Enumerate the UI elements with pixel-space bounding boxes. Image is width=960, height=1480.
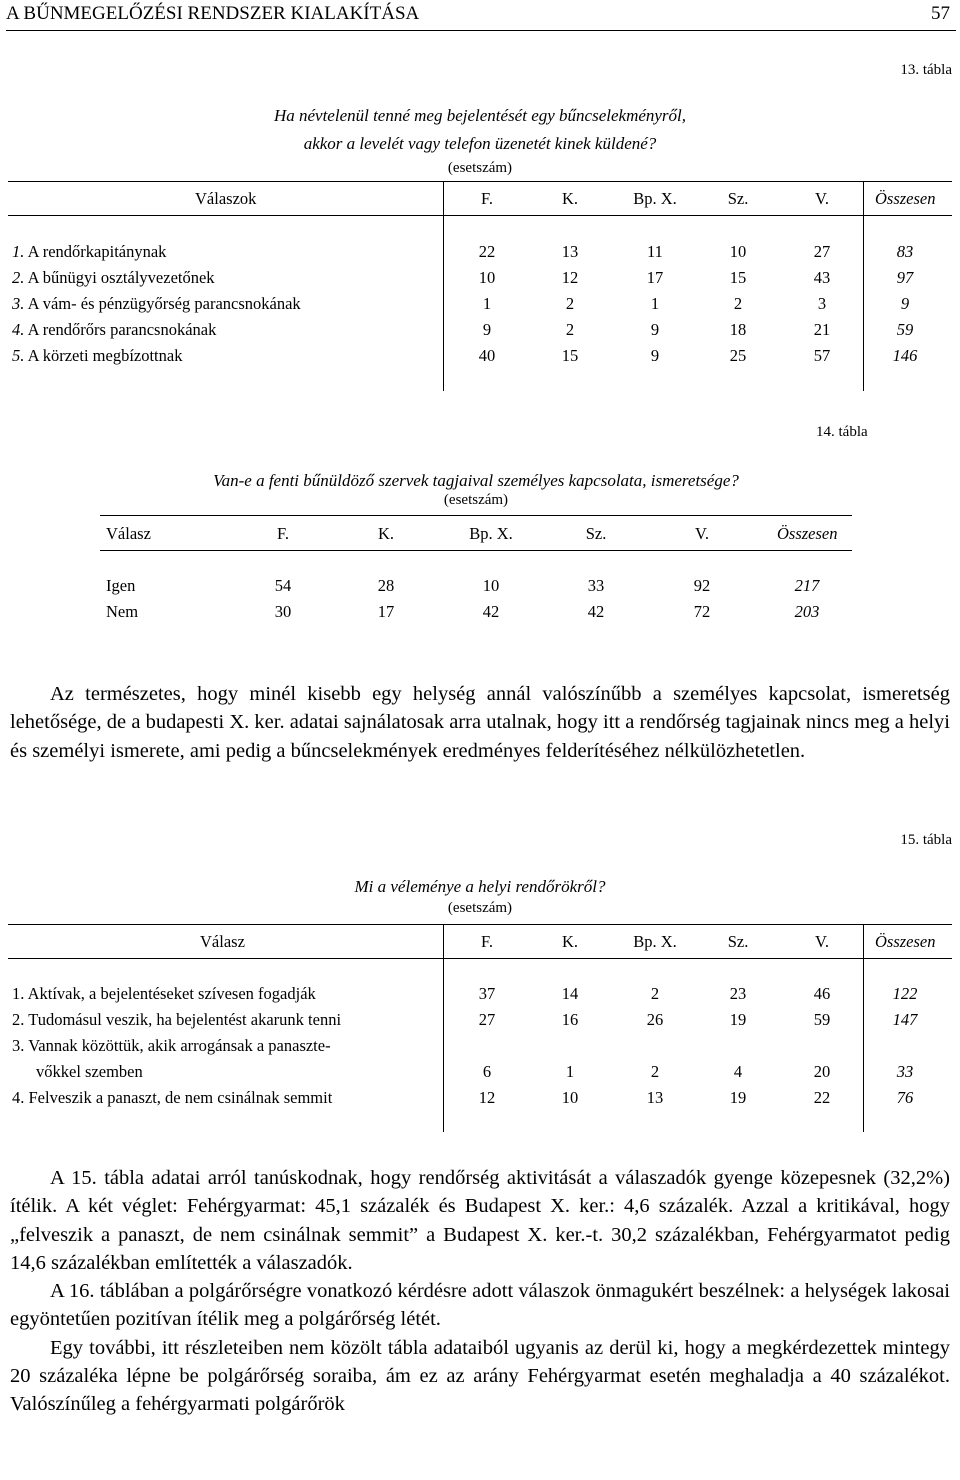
cell-bpx: 13 bbox=[646, 1088, 664, 1107]
cell-sz: 4 bbox=[733, 1062, 743, 1081]
row-label: Felveszik a panaszt, de nem csinálnak semmit bbox=[28, 1088, 333, 1107]
cell-total: 83 bbox=[896, 242, 914, 261]
cell-f: 9 bbox=[482, 320, 492, 339]
cell-f: 12 bbox=[478, 1088, 496, 1107]
cell-f: 6 bbox=[482, 1062, 492, 1081]
body-paragraph: Egy további, itt részleteiben nem közölt tábla adataiból ugyanis az derül ki, hogy a megkérdezettek mintegy 20 százaléka lépne be polgárőrség soraiba, ám ez az arány Fehérgyarmat esetén meghaladja a 40 százalékot. Valószínűleg a fehérgyarmati polgárőrök bbox=[10, 1336, 950, 1416]
cell-bpx: 26 bbox=[646, 1010, 664, 1029]
cell-sz: 19 bbox=[729, 1010, 747, 1029]
cell-f: 30 bbox=[274, 602, 292, 621]
cell-bpx: 10 bbox=[482, 576, 500, 595]
cell-total: 97 bbox=[896, 268, 914, 287]
cell-k: 13 bbox=[561, 242, 579, 261]
cell-f: 1 bbox=[482, 294, 492, 313]
cell-sz: 18 bbox=[729, 320, 747, 339]
table-13-header-label: Válaszok bbox=[195, 189, 257, 208]
table-13-header-v: V. bbox=[815, 189, 829, 208]
row-number: 4. bbox=[12, 320, 25, 339]
row-label: A rendőrkapitánynak bbox=[27, 242, 167, 261]
cell-k: 17 bbox=[377, 602, 395, 621]
table-15-header-bpx: Bp. X. bbox=[633, 932, 677, 951]
cell-v: 27 bbox=[813, 242, 831, 261]
body-paragraph: A 15. tábla adatai arról tanúskodnak, hogy rendőrség aktivitását a válaszadók gyenge közepesnek (32,2%) ítélik. A két véglet: Fehérgyarmat: 45,1 százalék és Budapest X. ker.: 4,6 százalék. Azzal a kritikával, hogy „felveszik a panaszt, de nem csinálnak semmit” a Budapest X. ker.-t. 30,2 százalékban, Fehérgyarmatot pedig 14,6 százalékban említették a válaszadók. bbox=[10, 1167, 950, 1274]
table-13-header-f: F. bbox=[481, 189, 493, 208]
table-13-header-total: Összesen bbox=[875, 189, 936, 208]
table-15-header-k: K. bbox=[561, 932, 579, 951]
cell-v: 92 bbox=[693, 576, 711, 595]
row-label: A körzeti megbízottnak bbox=[27, 346, 183, 365]
cell-bpx: 2 bbox=[650, 1062, 660, 1081]
table-13-header-k: K. bbox=[561, 189, 579, 208]
cell-f: 10 bbox=[478, 268, 496, 287]
cell-k: 2 bbox=[565, 320, 575, 339]
row-label-continuation: vőkkel szemben bbox=[36, 1062, 143, 1081]
row-label: A bűnügyi osztályvezetőnek bbox=[27, 268, 215, 287]
table-13-header-sz: Sz. bbox=[727, 189, 749, 208]
cell-v: 59 bbox=[813, 1010, 831, 1029]
cell-total: 217 bbox=[794, 576, 820, 595]
body-paragraph: A 16. táblában a polgárőrségre vonatkozó kérdésre adott válaszok önmagukért beszélnek: a helységek lakosai egyöntetűen pozitívan ítélik meg a polgárőrség létét. bbox=[10, 1280, 950, 1331]
cell-k: 16 bbox=[561, 1010, 579, 1029]
table-13-unit: (esetszám) bbox=[447, 160, 513, 176]
cell-sz: 42 bbox=[587, 602, 605, 621]
cell-total: 147 bbox=[892, 1010, 918, 1029]
row-number: 1. bbox=[12, 984, 25, 1003]
cell-sz: 19 bbox=[729, 1088, 747, 1107]
table-14-unit: (esetszám) bbox=[443, 492, 509, 508]
cell-sz: 15 bbox=[729, 268, 747, 287]
table-15-header-v: V. bbox=[815, 932, 829, 951]
cell-f: 37 bbox=[478, 984, 496, 1003]
cell-bpx: 2 bbox=[650, 984, 660, 1003]
cell-f: 27 bbox=[478, 1010, 496, 1029]
cell-k: 14 bbox=[561, 984, 579, 1003]
table-14-header-bpx: Bp. X. bbox=[469, 524, 513, 543]
row-number: 2. bbox=[12, 1010, 25, 1029]
row-label: Vannak közöttük, akik arrogánsak a panaszte- bbox=[28, 1036, 331, 1055]
table-14-label: 14. tábla bbox=[816, 424, 868, 440]
cell-k: 2 bbox=[565, 294, 575, 313]
row-number: 2. bbox=[12, 268, 25, 287]
cell-f: 40 bbox=[478, 346, 496, 365]
table-15-header-f: F. bbox=[481, 932, 493, 951]
cell-total: 33 bbox=[896, 1062, 914, 1081]
page-number: 57 bbox=[931, 3, 950, 24]
cell-sz: 2 bbox=[733, 294, 743, 313]
row-number: 5. bbox=[12, 346, 25, 365]
cell-v: 3 bbox=[817, 294, 827, 313]
table-13-title-line1: Ha névtelenül tenné meg bejelentését egy bűncselekményről, bbox=[273, 106, 687, 125]
cell-sz: 25 bbox=[729, 346, 747, 365]
cell-k: 1 bbox=[565, 1062, 575, 1081]
row-number: 3. bbox=[12, 1036, 25, 1055]
table-14-header-sz: Sz. bbox=[585, 524, 607, 543]
cell-f: 54 bbox=[274, 576, 292, 595]
table-14-header-label: Válasz bbox=[106, 524, 151, 543]
cell-bpx: 42 bbox=[482, 602, 500, 621]
table-15-header-label: Válasz bbox=[200, 932, 245, 951]
body-text bbox=[10, 1164, 950, 1419]
row-label: Aktívak, a bejelentéseket szívesen fogadják bbox=[27, 984, 316, 1003]
body-paragraph: Az természetes, hogy minél kisebb egy helység annál valószínűbb a személyes kapcsolat, ismeretség lehetősége, de a budapesti X. ker. adatai sajnálatosak arra utalnak, hogy itt a rendőrség tagjainak nincs meg a helyi és személyi ismerete, ami pedig a bűncselekmények eredményes felderítéséhez nélkülözhetetlen. bbox=[10, 683, 950, 762]
cell-total: 122 bbox=[892, 984, 918, 1003]
cell-v: 72 bbox=[693, 602, 711, 621]
table-15-label: 15. tábla bbox=[900, 832, 952, 848]
cell-k: 12 bbox=[561, 268, 579, 287]
row-label: A vám- és pénzügyőrség parancsnokának bbox=[27, 294, 301, 313]
cell-v: 46 bbox=[813, 984, 831, 1003]
cell-bpx: 9 bbox=[650, 320, 660, 339]
cell-total: 146 bbox=[892, 346, 918, 365]
cell-v: 57 bbox=[813, 346, 831, 365]
row-label: Igen bbox=[106, 576, 136, 595]
cell-sz: 10 bbox=[729, 242, 747, 261]
header-rule bbox=[6, 30, 956, 31]
table-14-header-f: F. bbox=[277, 524, 289, 543]
row-label: A rendőrőrs parancsnokának bbox=[27, 320, 217, 339]
table-14-header-v: V. bbox=[695, 524, 709, 543]
row-number: 3. bbox=[12, 294, 25, 313]
cell-v: 21 bbox=[813, 320, 831, 339]
cell-bpx: 11 bbox=[647, 242, 663, 261]
cell-bpx: 17 bbox=[646, 268, 664, 287]
row-number: 4. bbox=[12, 1088, 25, 1107]
cell-sz: 23 bbox=[729, 984, 747, 1003]
table-14-header-k: K. bbox=[377, 524, 395, 543]
table-14-header-total: Összesen bbox=[777, 524, 838, 543]
cell-k: 10 bbox=[561, 1088, 579, 1107]
cell-total: 59 bbox=[896, 320, 914, 339]
table-13-title-line2: akkor a levelét vagy telefon üzenetét kinek küldené? bbox=[303, 134, 657, 153]
table-14-title: Van-e a fenti bűnüldöző szervek tagjaival személyes kapcsolata, ismeretsége? bbox=[213, 471, 739, 490]
cell-k: 15 bbox=[561, 346, 579, 365]
cell-total: 203 bbox=[794, 602, 820, 621]
cell-v: 20 bbox=[813, 1062, 831, 1081]
table-15-unit: (esetszám) bbox=[447, 900, 513, 916]
cell-v: 22 bbox=[813, 1088, 831, 1107]
table-15-header-sz: Sz. bbox=[727, 932, 749, 951]
cell-bpx: 9 bbox=[650, 346, 660, 365]
table-15-header-total: Összesen bbox=[875, 932, 936, 951]
cell-sz: 33 bbox=[587, 576, 605, 595]
table-13-header-bpx: Bp. X. bbox=[633, 189, 677, 208]
cell-k: 28 bbox=[377, 576, 395, 595]
table-13-label: 13. tábla bbox=[900, 62, 952, 78]
cell-f: 22 bbox=[478, 242, 496, 261]
cell-v: 43 bbox=[813, 268, 831, 287]
cell-total: 76 bbox=[896, 1088, 914, 1107]
row-number: 1. bbox=[12, 242, 25, 261]
row-label: Tudomásul veszik, ha bejelentést akarunk tenni bbox=[28, 1010, 342, 1029]
table-15-title: Mi a véleménye a helyi rendőrökről? bbox=[354, 877, 606, 896]
row-label: Nem bbox=[106, 602, 139, 621]
cell-bpx: 1 bbox=[650, 294, 660, 313]
cell-total: 9 bbox=[900, 294, 910, 313]
running-title: A BŰNMEGELŐZÉSI RENDSZER KIALAKÍTÁSA bbox=[6, 3, 420, 24]
